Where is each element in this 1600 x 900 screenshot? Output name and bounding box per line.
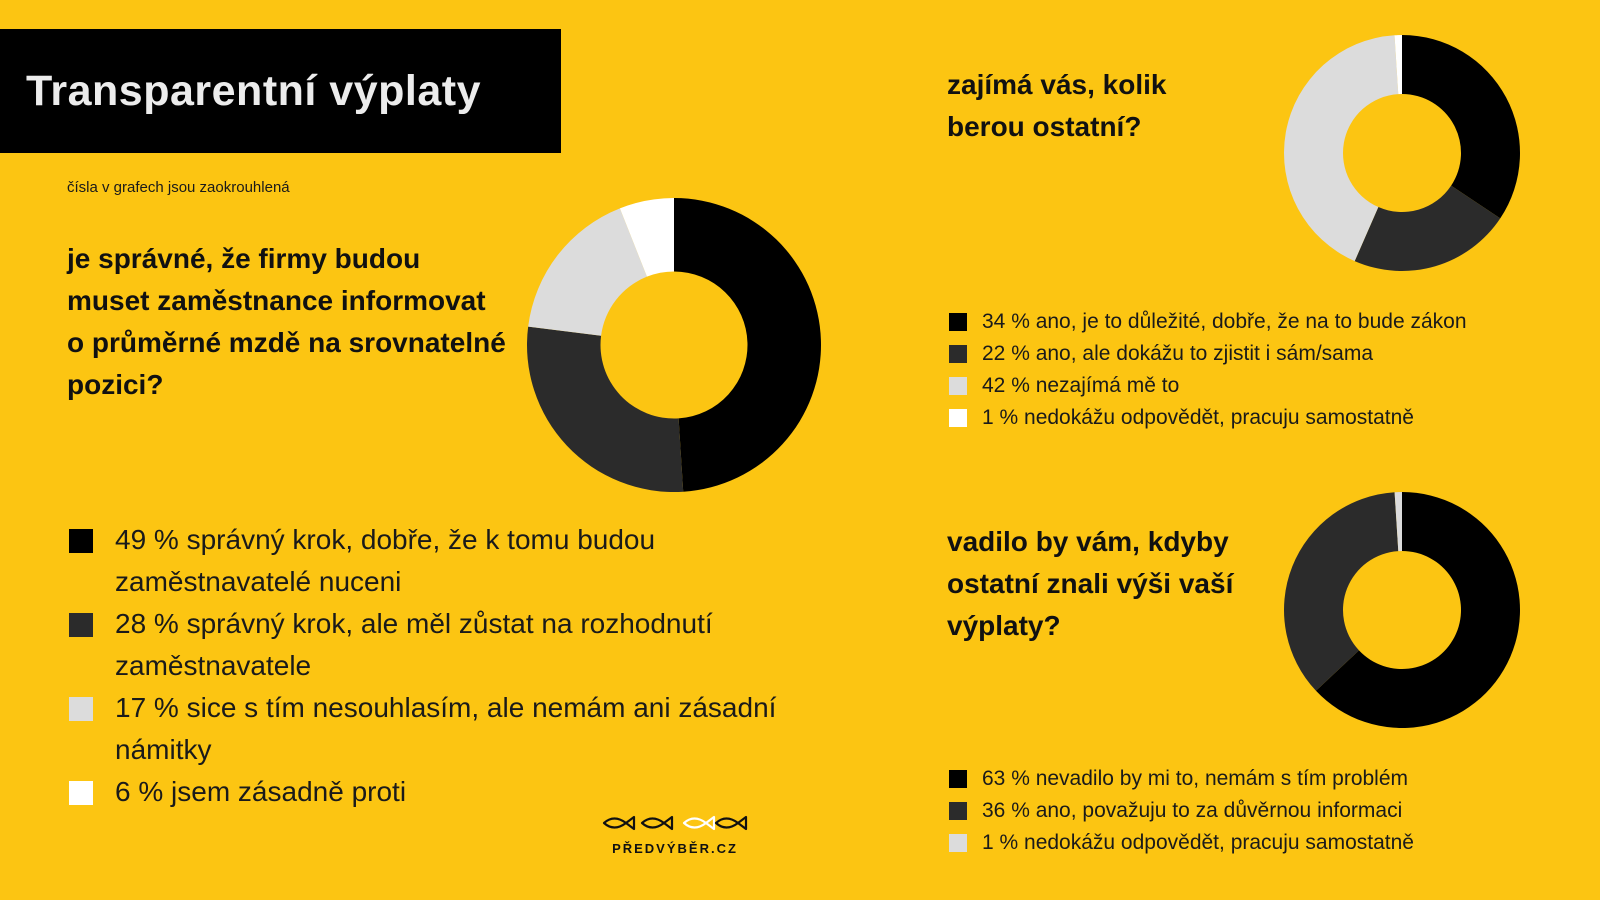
donut-slice-2-1 — [1402, 35, 1520, 218]
legend-item — [947, 402, 1587, 434]
brand-logo — [600, 812, 750, 856]
donut-chart-3 — [1283, 491, 1521, 729]
legend-label: 1 % nedokážu odpovědět, pracuju samostatně — [982, 831, 1414, 854]
legend-label: 28 % správný krok, ale měl zůstat na rozhodnutí zaměstnavatele — [115, 608, 713, 681]
donut-slice-1-2 — [527, 327, 683, 492]
legend-item — [947, 370, 1587, 402]
page-title: Transparentní výplaty — [26, 66, 481, 115]
legend-swatch-icon — [69, 613, 93, 637]
legend-label: 22 % ano, ale dokážu to zjistit i sám/sama — [982, 342, 1374, 365]
legend-swatch-icon — [949, 770, 967, 788]
question-1: je správné, že firmy budou muset zaměstnance informovat o průměrné mzdě na srovnatelné pozici? — [67, 243, 506, 400]
legend-label: 42 % nezajímá mě to — [982, 374, 1180, 397]
legend-label: 1 % nedokážu odpovědět, pracuju samostatně — [982, 406, 1414, 429]
legend-swatch-icon — [69, 529, 93, 553]
donut-slice-3-2 — [1284, 492, 1398, 691]
legend-1 — [69, 519, 829, 813]
rounding-note: čísla v grafech jsou zaokrouhlená — [67, 179, 290, 196]
legend-swatch-icon — [949, 409, 967, 427]
question-2: zajímá vás, kolik berou ostatní? — [947, 69, 1167, 142]
legend-item — [69, 603, 829, 687]
legend-swatch-icon — [949, 377, 967, 395]
donut-slice-1-1 — [674, 198, 821, 492]
legend-item — [947, 763, 1587, 795]
legend-3 — [947, 763, 1587, 859]
legend-swatch-icon — [949, 313, 967, 331]
legend-2 — [947, 306, 1587, 434]
legend-swatch-icon — [69, 697, 93, 721]
legend-label: 63 % nevadilo by mi to, nemám s tím problém — [982, 767, 1409, 790]
legend-item — [947, 827, 1587, 859]
legend-label: 6 % jsem zásadně proti — [115, 776, 407, 807]
legend-label: 36 % ano, považuju to za důvěrnou informaci — [982, 799, 1403, 822]
legend-label: 49 % správný krok, dobře, že k tomu budou zaměstnavatelé nuceni — [115, 524, 656, 597]
legend-item — [69, 519, 829, 603]
legend-swatch-icon — [949, 834, 967, 852]
legend-item — [947, 306, 1587, 338]
question-3: vadilo by vám, kdyby ostatní znali výši vaší výplaty? — [947, 526, 1234, 641]
legend-item — [69, 687, 829, 771]
legend-item — [947, 338, 1587, 370]
legend-swatch-icon — [949, 802, 967, 820]
legend-label: 17 % sice s tím nesouhlasím, ale nemám ani zásadní námitky — [115, 692, 777, 765]
title-banner — [0, 29, 561, 153]
donut-chart-2 — [1283, 34, 1521, 272]
legend-item — [947, 795, 1587, 827]
legend-swatch-icon — [69, 781, 93, 805]
brand-name: PŘEDVÝBĚR.CZ — [612, 841, 738, 856]
donut-chart-1 — [526, 197, 822, 493]
fish-logo-icon — [600, 812, 750, 834]
legend-label: 34 % ano, je to důležité, dobře, že na to bude zákon — [982, 310, 1467, 333]
legend-swatch-icon — [949, 345, 967, 363]
legend-item — [69, 771, 829, 813]
